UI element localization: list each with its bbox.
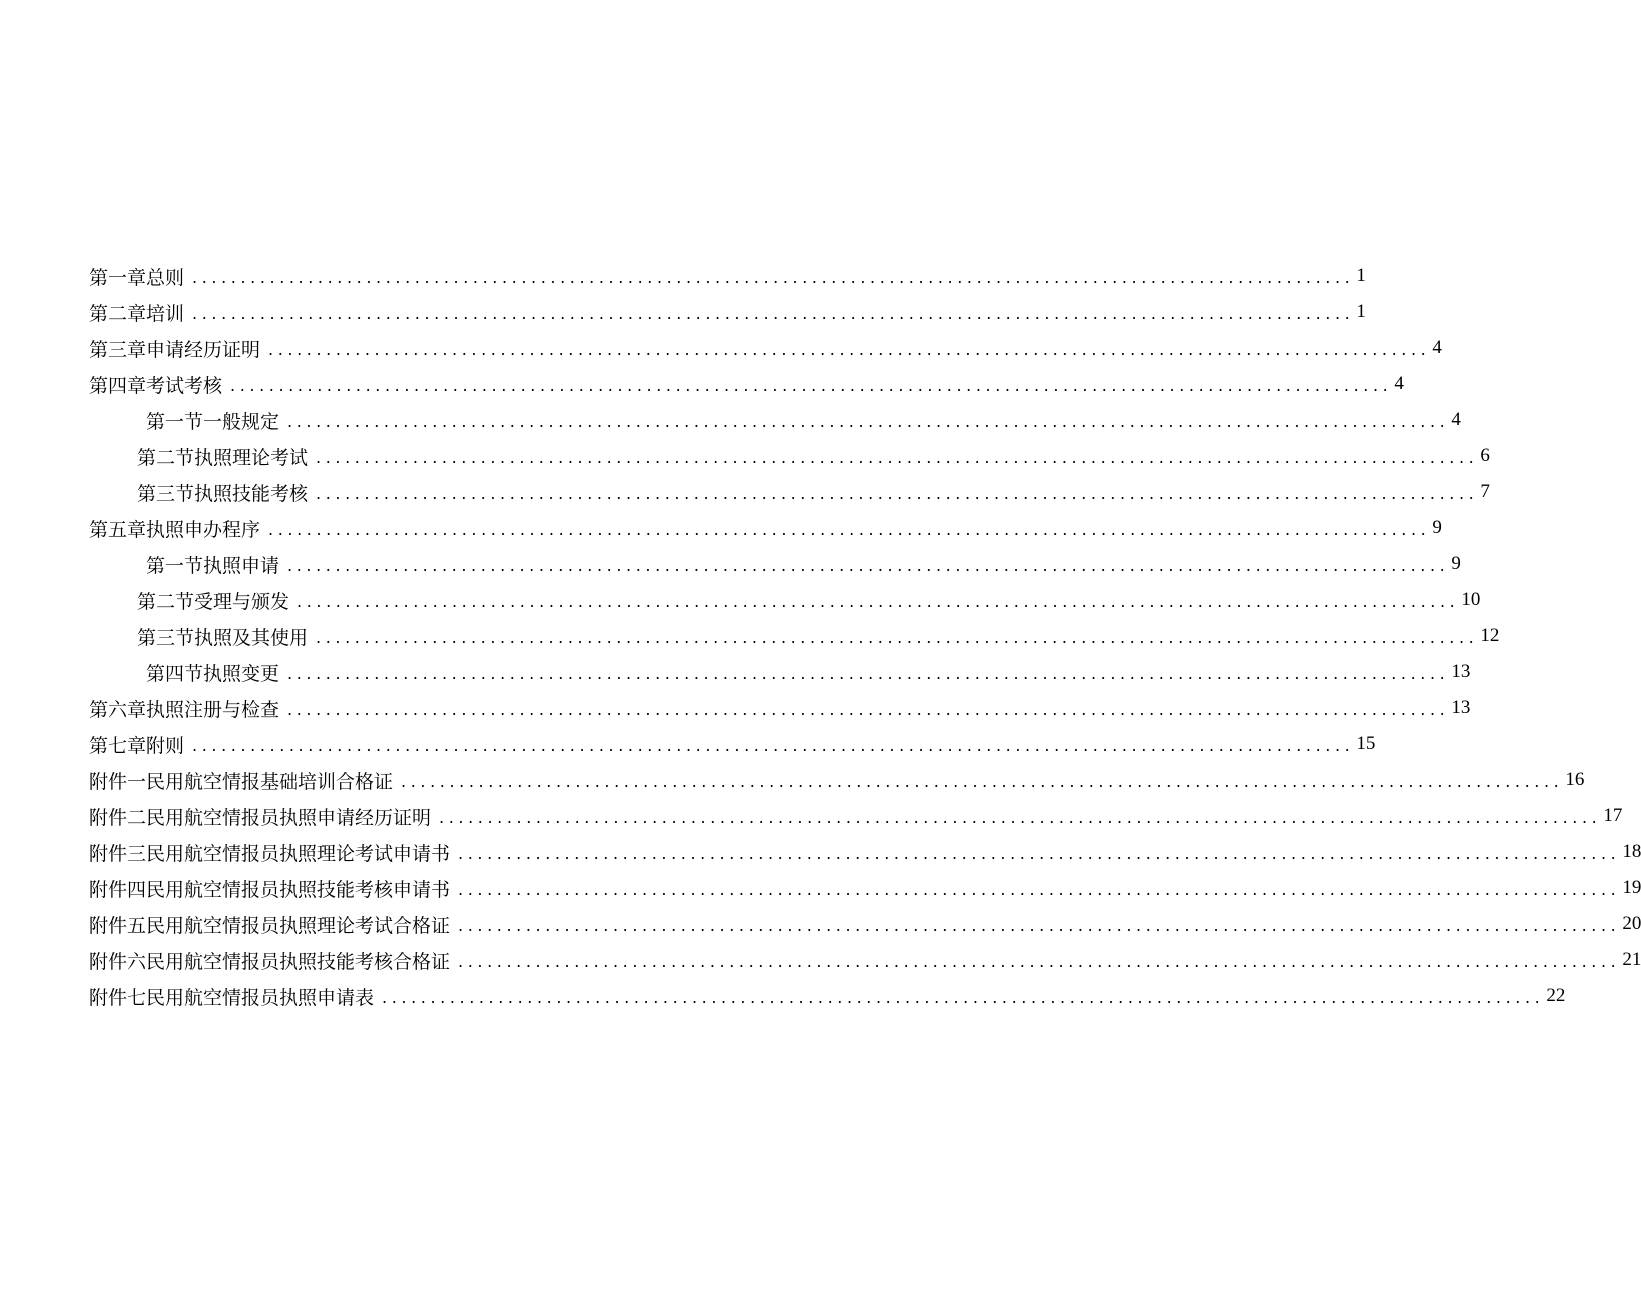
toc-entry-page: 15 <box>1356 733 1376 754</box>
toc-entry[interactable] <box>89 798 1623 834</box>
toc-entry-title: 附件四民用航空情报员执照技能考核申请书 <box>89 878 451 901</box>
toc-entry-page: 1 <box>1356 265 1366 286</box>
toc-entry-title: 附件二民用航空情报员执照申请经历证明 <box>89 806 432 829</box>
toc-entry-title: 第七章附则 <box>89 734 185 757</box>
toc-entry[interactable] <box>89 978 1566 1014</box>
toc-entry-page: 4 <box>1394 373 1404 394</box>
toc-entry-title: 第五章执照申办程序 <box>89 518 261 541</box>
toc-dot-leader: ........................................................................................................................ <box>458 843 1621 863</box>
toc-dot-leader: ........................................................................................................................ <box>287 663 1450 683</box>
toc-entry[interactable] <box>89 726 1376 762</box>
toc-entry-title: 第一章总则 <box>89 266 185 289</box>
toc-entry-title: 第六章执照注册与检查 <box>89 698 280 721</box>
toc-entry-page: 21 <box>1622 949 1641 970</box>
toc-entry-page: 16 <box>1565 769 1585 790</box>
toc-entry-page: 6 <box>1480 445 1490 466</box>
toc-entry-page: 22 <box>1546 985 1566 1006</box>
toc-dot-leader: ........................................................................................................................ <box>268 519 1431 539</box>
toc-entry-title: 第一节一般规定 <box>146 410 280 433</box>
toc-entry[interactable] <box>89 906 1641 942</box>
toc-entry[interactable] <box>146 546 1461 582</box>
toc-dot-leader: ........................................................................................................................ <box>316 447 1479 467</box>
toc-entry[interactable] <box>89 870 1641 906</box>
toc-entry-page: 9 <box>1451 553 1461 574</box>
toc-dot-leader: ........................................................................................................................ <box>316 483 1479 503</box>
toc-dot-leader: ........................................................................................................................ <box>192 303 1355 323</box>
toc-entry[interactable] <box>137 438 1490 474</box>
toc-dot-leader: ........................................................................................................................ <box>316 627 1479 647</box>
toc-entry-page: 4 <box>1432 337 1442 358</box>
toc-entry-page: 18 <box>1622 841 1641 862</box>
toc-entry-title: 第二节执照理论考试 <box>137 446 309 469</box>
toc-entry-title: 第四章考试考核 <box>89 374 223 397</box>
toc-entry-title: 第四节执照变更 <box>146 662 280 685</box>
toc-entry-page: 7 <box>1480 481 1490 502</box>
toc-entry-page: 13 <box>1451 661 1471 682</box>
toc-entry[interactable] <box>137 474 1490 510</box>
toc-entry[interactable] <box>89 330 1442 366</box>
toc-entry-title: 第三节执照技能考核 <box>137 482 309 505</box>
toc-entry[interactable] <box>146 402 1461 438</box>
toc-dot-leader: ........................................................................................................................ <box>287 555 1450 575</box>
toc-entry-title: 第三章申请经历证明 <box>89 338 261 361</box>
toc-dot-leader: ........................................................................................................................ <box>192 735 1355 755</box>
toc-entry-page: 1 <box>1356 301 1366 322</box>
toc-entry-page: 19 <box>1622 877 1641 898</box>
toc-entry[interactable] <box>89 294 1366 330</box>
toc-dot-leader: ........................................................................................................................ <box>192 267 1355 287</box>
toc-dot-leader: ........................................................................................................................ <box>287 411 1450 431</box>
toc-entry-title: 第二节受理与颁发 <box>137 590 290 613</box>
toc-dot-leader: ........................................................................................................................ <box>268 339 1431 359</box>
toc-entry-page: 4 <box>1451 409 1461 430</box>
toc-entry[interactable] <box>89 690 1471 726</box>
toc-entry[interactable] <box>137 582 1481 618</box>
toc-entry[interactable] <box>89 762 1585 798</box>
toc-entry-title: 第三节执照及其使用 <box>137 626 309 649</box>
toc-dot-leader: ........................................................................................................................ <box>297 591 1460 611</box>
toc-entry-title: 第二章培训 <box>89 302 185 325</box>
toc-entry-page: 10 <box>1461 589 1481 610</box>
toc-entry[interactable] <box>89 258 1366 294</box>
toc-entry-title: 附件六民用航空情报员执照技能考核合格证 <box>89 950 451 973</box>
toc-entry-page: 12 <box>1480 625 1500 646</box>
toc-dot-leader: ........................................................................................................................ <box>458 915 1621 935</box>
toc-dot-leader: ........................................................................................................................ <box>401 771 1564 791</box>
toc-entry-title: 附件一民用航空情报基础培训合格证 <box>89 770 394 793</box>
toc-dot-leader: ........................................................................................................................ <box>287 699 1450 719</box>
toc-dot-leader: ........................................................................................................................ <box>458 951 1621 971</box>
toc-entry-page: 13 <box>1451 697 1471 718</box>
toc-entry-title: 附件五民用航空情报员执照理论考试合格证 <box>89 914 451 937</box>
toc-entry-title: 附件三民用航空情报员执照理论考试申请书 <box>89 842 451 865</box>
toc-entry[interactable] <box>89 942 1641 978</box>
toc-entry[interactable] <box>89 834 1641 870</box>
toc-entry-page: 20 <box>1622 913 1641 934</box>
toc-dot-leader: ........................................................................................................................ <box>439 807 1602 827</box>
toc-entry-page: 9 <box>1432 517 1442 538</box>
toc-entry[interactable] <box>137 618 1500 654</box>
toc-dot-leader: ........................................................................................................................ <box>458 879 1621 899</box>
toc-entry-title: 第一节执照申请 <box>146 554 280 577</box>
toc-dot-leader: ........................................................................................................................ <box>230 375 1393 395</box>
toc-entry-page: 17 <box>1603 805 1623 826</box>
toc-entry-title: 附件七民用航空情报员执照申请表 <box>89 986 375 1009</box>
toc-entry[interactable] <box>89 510 1442 546</box>
toc-entry[interactable] <box>146 654 1471 690</box>
toc-dot-leader: ........................................................................................................................ <box>382 987 1545 1007</box>
toc-entry[interactable] <box>89 366 1404 402</box>
